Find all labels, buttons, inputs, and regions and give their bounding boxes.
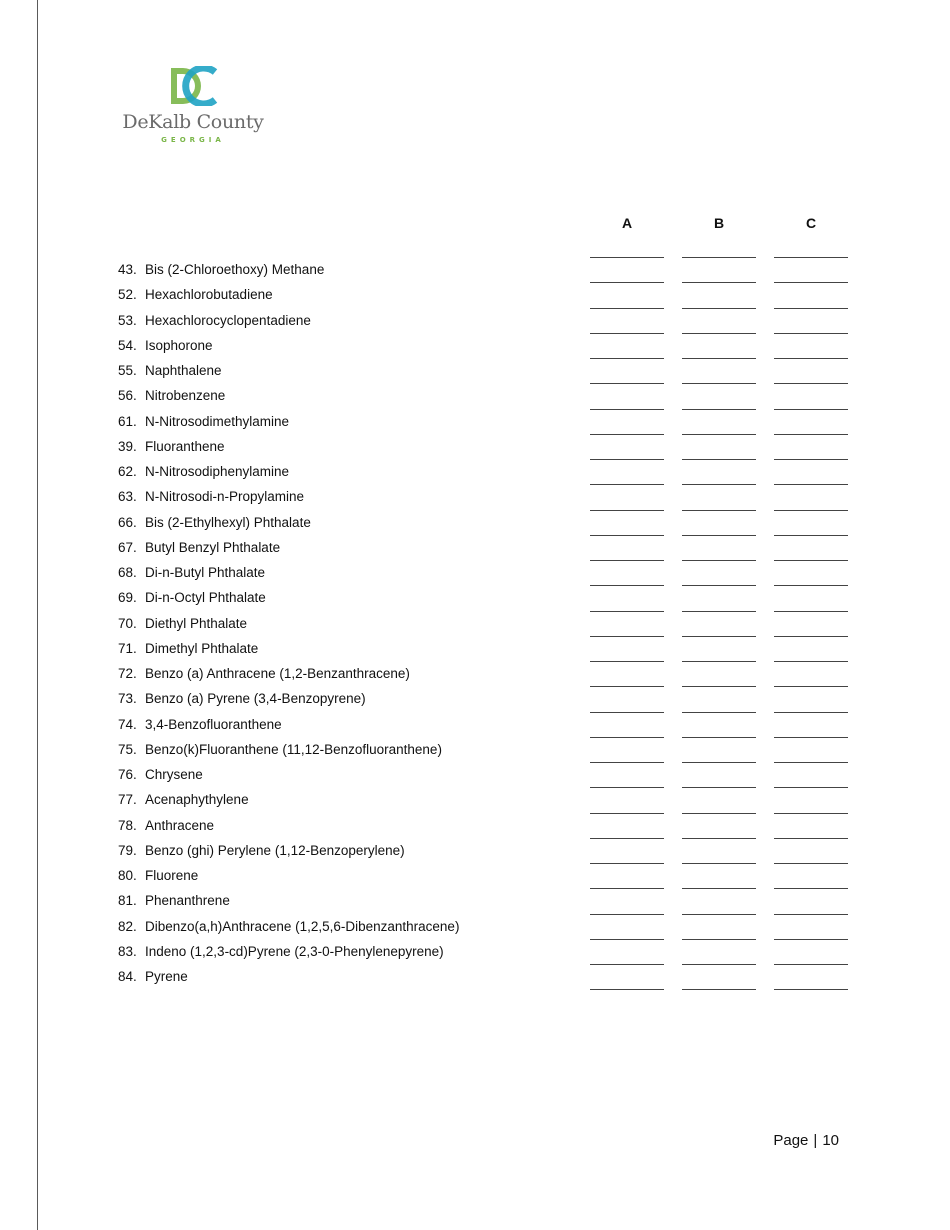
answer-blank-c[interactable] <box>774 560 848 561</box>
answer-blank-a[interactable] <box>590 510 664 511</box>
answer-blank-b[interactable] <box>682 257 756 258</box>
list-item <box>0 523 950 555</box>
item-name: Anthracene <box>145 817 215 833</box>
answer-blank-b[interactable] <box>682 888 756 889</box>
item-number: 77. <box>118 792 137 808</box>
answer-blank-a[interactable] <box>590 964 664 965</box>
item-name: Fluoranthene <box>145 438 225 454</box>
item-name: Dimethyl Phthalate <box>145 640 259 656</box>
answer-blank-b[interactable] <box>682 661 756 662</box>
item-name: Hexachlorobutadiene <box>145 287 273 303</box>
answer-blank-c[interactable] <box>774 712 848 713</box>
list-item <box>0 750 950 782</box>
column-header-b: B <box>713 215 725 231</box>
answer-blank-b[interactable] <box>682 409 756 410</box>
item-name: Bis (2-Ethylhexyl) Phthalate <box>145 514 311 530</box>
list-item <box>0 548 950 580</box>
list-item <box>0 245 950 277</box>
answer-blank-b[interactable] <box>682 636 756 637</box>
answer-blank-a[interactable] <box>590 611 664 612</box>
item-number: 63. <box>118 489 137 505</box>
column-header-c: C <box>805 215 817 231</box>
item-number: 80. <box>118 868 137 883</box>
answer-blank-a[interactable] <box>590 939 664 940</box>
answer-blank-b[interactable] <box>682 560 756 561</box>
answer-blank-b[interactable] <box>682 813 756 814</box>
logo-name: DeKalb County <box>122 111 264 133</box>
item-number: 53. <box>118 312 137 328</box>
item-number: 55. <box>118 363 137 378</box>
item-number: 56. <box>118 388 137 404</box>
item-name: Benzo (a) Anthracene (1,2-Benzanthracene) <box>145 666 410 681</box>
answer-blank-c[interactable] <box>774 939 848 940</box>
list-item <box>0 498 950 530</box>
answer-blank-c[interactable] <box>774 838 848 839</box>
answer-blank-b[interactable] <box>682 989 756 990</box>
list-item <box>0 927 950 959</box>
item-number: 68. <box>118 565 137 580</box>
list-item <box>0 599 950 631</box>
list-item <box>0 346 950 378</box>
answer-blank-b[interactable] <box>682 838 756 839</box>
list-item <box>0 700 950 732</box>
answer-blank-a[interactable] <box>590 888 664 889</box>
list-item <box>0 270 950 303</box>
answer-blank-c[interactable] <box>774 510 848 511</box>
item-number: 70. <box>118 615 137 631</box>
item-name: Isophorone <box>145 337 213 353</box>
trailing-blanks <box>0 977 950 1002</box>
answer-blank-c[interactable] <box>774 661 848 662</box>
item-name: Chrysene <box>145 767 203 782</box>
answer-blank-a[interactable] <box>590 661 664 662</box>
item-name: Benzo(k)Fluoranthene (11,12-Benzofluoranthene) <box>145 741 442 757</box>
item-name: Di-n-Octyl Phthalate <box>145 590 266 606</box>
answer-blank-c[interactable] <box>774 737 848 738</box>
item-name: Indeno (1,2,3-cd)Pyrene (2,3-0-Phenylenepyrene) <box>145 943 444 959</box>
page-footer <box>773 1132 839 1150</box>
answer-blank-c[interactable] <box>774 964 848 965</box>
item-name: Benzo (ghi) Perylene (1,12-Benzoperylene) <box>145 842 405 858</box>
answer-blank-c[interactable] <box>774 282 848 283</box>
answer-blank-c[interactable] <box>774 383 848 384</box>
item-name: Diethyl Phthalate <box>145 615 248 631</box>
answer-blank-b[interactable] <box>682 510 756 511</box>
list-item <box>0 397 950 429</box>
list-item <box>0 775 950 808</box>
item-name: N-Nitrosodiphenylamine <box>145 464 290 479</box>
answer-blank-b[interactable] <box>682 308 756 309</box>
list-item <box>0 472 950 505</box>
item-number: 69. <box>118 590 137 606</box>
item-name: Dibenzo(a,h)Anthracene (1,2,5,6-Dibenzanthracene) <box>145 918 460 934</box>
answer-blank-a[interactable] <box>590 282 664 283</box>
item-name: Benzo (a) Pyrene (3,4-Benzopyrene) <box>145 691 366 707</box>
answer-blank-c[interactable] <box>774 787 848 788</box>
item-number: 67. <box>118 539 137 555</box>
answer-blank-b[interactable] <box>682 762 756 763</box>
answer-blank-c[interactable] <box>774 762 848 763</box>
item-number: 39. <box>118 438 137 454</box>
answer-blank-c[interactable] <box>774 914 848 915</box>
answer-blank-b[interactable] <box>682 585 756 586</box>
answer-blank-b[interactable] <box>682 282 756 283</box>
answer-blank-c[interactable] <box>774 863 848 864</box>
answer-blank-c[interactable] <box>774 308 848 309</box>
item-name: Nitrobenzene <box>145 388 226 404</box>
answer-blank-a[interactable] <box>590 333 664 334</box>
item-name: Naphthalene <box>145 363 222 378</box>
answer-blank-c[interactable] <box>774 459 848 460</box>
answer-blank-b[interactable] <box>682 863 756 864</box>
answer-blank-a[interactable] <box>590 434 664 435</box>
item-number: 83. <box>118 943 137 959</box>
answer-blank-b[interactable] <box>682 383 756 384</box>
list-item <box>0 952 950 984</box>
item-name: Butyl Benzyl Phthalate <box>145 539 281 555</box>
list-item <box>0 902 950 934</box>
item-number: 54. <box>118 337 137 353</box>
answer-blank-a[interactable] <box>590 560 664 561</box>
item-number: 76. <box>118 767 137 782</box>
answer-blank-c[interactable] <box>774 434 848 435</box>
answer-blank-a[interactable] <box>590 813 664 814</box>
answer-blank-b[interactable] <box>682 333 756 334</box>
item-name: Di-n-Butyl Phthalate <box>145 565 266 580</box>
answer-blank-b[interactable] <box>682 737 756 738</box>
page-separator: | <box>813 1132 818 1149</box>
item-name: Acenaphythylene <box>145 792 249 808</box>
answer-blank-b[interactable] <box>682 611 756 612</box>
answer-blank-c[interactable] <box>774 535 848 536</box>
item-name: 3,4-Benzofluoranthene <box>145 716 282 732</box>
logo-subtitle: GEORGIA <box>161 136 225 144</box>
item-number: 62. <box>118 464 137 479</box>
answer-blank-a[interactable] <box>590 762 664 763</box>
answer-blank-b[interactable] <box>682 712 756 713</box>
answer-blank-a[interactable] <box>590 409 664 410</box>
answer-blank-b[interactable] <box>682 434 756 435</box>
list-item <box>0 801 950 833</box>
list-item <box>0 422 950 454</box>
answer-blank-b[interactable] <box>682 484 756 485</box>
answer-blank-b[interactable] <box>682 535 756 536</box>
list-item <box>0 321 950 353</box>
list-item <box>0 371 950 404</box>
answer-blank-a[interactable] <box>590 686 664 687</box>
answer-blank-c[interactable] <box>774 888 848 889</box>
list-item <box>0 573 950 606</box>
answer-blank-a[interactable] <box>590 636 664 637</box>
page-number: 10 <box>822 1132 839 1149</box>
answer-blank-a[interactable] <box>590 257 664 258</box>
answer-blank-c[interactable] <box>774 358 848 359</box>
item-number: 72. <box>118 666 137 681</box>
answer-blank-b[interactable] <box>682 358 756 359</box>
item-number: 75. <box>118 741 137 757</box>
answer-blank-c[interactable] <box>774 636 848 637</box>
list-item <box>0 624 950 656</box>
list-item <box>0 296 950 328</box>
answer-blank-a[interactable] <box>590 459 664 460</box>
item-name: N-Nitrosodi-n-Propylamine <box>145 489 305 505</box>
item-number: 81. <box>118 893 137 909</box>
answer-blank-a[interactable] <box>590 838 664 839</box>
list-item <box>0 447 950 479</box>
item-name: N-Nitrosodimethylamine <box>145 413 290 429</box>
answer-blank-b[interactable] <box>682 459 756 460</box>
item-number: 61. <box>118 413 137 429</box>
list-item <box>0 826 950 858</box>
list-item <box>0 876 950 909</box>
item-number: 78. <box>118 817 137 833</box>
page-label: Page <box>773 1132 809 1149</box>
answer-blank-c[interactable] <box>774 989 848 990</box>
answer-blank-c[interactable] <box>774 484 848 485</box>
answer-blank-a[interactable] <box>590 787 664 788</box>
answer-blank-a[interactable] <box>590 914 664 915</box>
pollutant-list <box>0 245 950 1003</box>
answer-blank-b[interactable] <box>682 686 756 687</box>
item-name: Hexachlorocyclopentadiene <box>145 312 311 328</box>
answer-blank-c[interactable] <box>774 257 848 258</box>
item-number: 79. <box>118 842 137 858</box>
item-number: 52. <box>118 287 137 303</box>
answer-blank-a[interactable] <box>590 358 664 359</box>
item-number: 84. <box>118 969 137 984</box>
answer-blank-a[interactable] <box>590 863 664 864</box>
item-name: Pyrene <box>145 969 188 984</box>
answer-blank-b[interactable] <box>682 939 756 940</box>
item-number: 74. <box>118 716 137 732</box>
item-number: 43. <box>118 262 137 277</box>
answer-blank-a[interactable] <box>590 308 664 309</box>
item-name: Bis (2-Chloroethoxy) Methane <box>145 262 325 277</box>
dekalb-county-logo <box>118 62 268 152</box>
answer-blank-c[interactable] <box>774 585 848 586</box>
answer-blank-a[interactable] <box>590 712 664 713</box>
answer-blank-a[interactable] <box>590 585 664 586</box>
item-number: 73. <box>118 691 137 707</box>
item-name: Fluorene <box>145 868 199 883</box>
answer-blank-c[interactable] <box>774 333 848 334</box>
column-header-a: A <box>621 215 633 231</box>
answer-blank-b[interactable] <box>682 914 756 915</box>
answer-blank-a[interactable] <box>590 989 664 990</box>
answer-blank-a[interactable] <box>590 484 664 485</box>
answer-blank-c[interactable] <box>774 409 848 410</box>
dc-logo-mark-icon <box>169 66 219 106</box>
answer-blank-a[interactable] <box>590 535 664 536</box>
answer-blank-a[interactable] <box>590 383 664 384</box>
item-number: 71. <box>118 640 137 656</box>
answer-blank-c[interactable] <box>774 813 848 814</box>
item-number: 82. <box>118 918 137 934</box>
list-item <box>0 674 950 707</box>
list-item <box>0 725 950 757</box>
answer-blank-c[interactable] <box>774 611 848 612</box>
list-item <box>0 851 950 883</box>
answer-blank-c[interactable] <box>774 686 848 687</box>
item-number: 66. <box>118 514 137 530</box>
answer-blank-b[interactable] <box>682 787 756 788</box>
item-name: Phenanthrene <box>145 893 230 909</box>
answer-blank-b[interactable] <box>682 964 756 965</box>
answer-blank-a[interactable] <box>590 737 664 738</box>
list-item <box>0 649 950 681</box>
